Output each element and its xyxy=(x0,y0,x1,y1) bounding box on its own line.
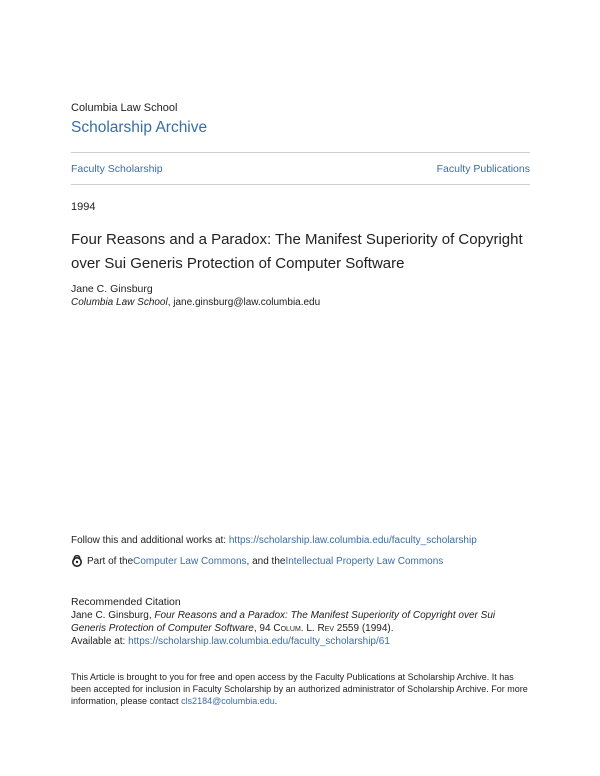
author-email: , jane.ginsburg@law.columbia.edu xyxy=(167,297,321,308)
archive-link[interactable]: Scholarship Archive xyxy=(71,119,208,136)
part-of-line xyxy=(71,555,443,567)
publication-year: 1994 xyxy=(71,201,96,213)
part-of-prefix: Part of the xyxy=(87,555,134,567)
follow-prefix: Follow this and additional works at: xyxy=(71,535,229,546)
citation-body xyxy=(71,609,531,648)
citation-title: Four Reasons and a Paradox: The Manifest Superiority of Copyright over Sui Generis Protection of Computer Software xyxy=(71,610,496,634)
divider-top xyxy=(71,152,530,153)
access-notice xyxy=(71,671,531,707)
article-title: Four Reasons and a Paradox: The Manifest Superiority of Copyright over Sui Generis Protection of Computer Software xyxy=(71,231,523,272)
notice-end: . xyxy=(274,696,278,706)
citation-heading: Recommended Citation xyxy=(71,596,181,608)
citation-volume: , 94 xyxy=(253,623,274,634)
follow-line xyxy=(71,535,477,546)
affiliation-name: Columbia Law School xyxy=(71,297,168,308)
citation-author: Jane C. Ginsburg, xyxy=(71,610,155,621)
open-access-icon xyxy=(71,555,83,567)
divider-bottom xyxy=(71,184,530,185)
contact-email-link[interactable]: cls2184@columbia.edu xyxy=(181,696,275,706)
computer-law-commons-link[interactable]: Computer Law Commons xyxy=(133,555,247,567)
available-prefix: Available at: xyxy=(71,636,129,647)
citation-pages: 2559 (1994). xyxy=(334,623,394,634)
notice-text: This Article is brought to you for free and open access by the Faculty Publications at Scholarship Archive. It has been accepted for inclusion in Faculty Scholarship by an authorized administrator of Scholarship Archive. For more information, please contact xyxy=(71,672,528,706)
author-affiliation xyxy=(71,297,320,308)
faculty-publications-link[interactable]: Faculty Publications xyxy=(436,163,530,175)
faculty-scholarship-link[interactable]: Faculty Scholarship xyxy=(71,163,163,175)
ip-law-commons-link[interactable]: Intellectual Property Law Commons xyxy=(285,555,444,567)
institution-name: Columbia Law School xyxy=(71,102,178,114)
author-name: Jane C. Ginsburg xyxy=(71,283,153,295)
available-url-link[interactable]: https://scholarship.law.columbia.edu/faculty_scholarship/61 xyxy=(128,636,390,647)
part-of-middle: , and the xyxy=(246,555,286,567)
follow-url-link[interactable]: https://scholarship.law.columbia.edu/faculty_scholarship xyxy=(228,535,477,546)
citation-journal: Colum. L. Rev xyxy=(273,623,335,634)
